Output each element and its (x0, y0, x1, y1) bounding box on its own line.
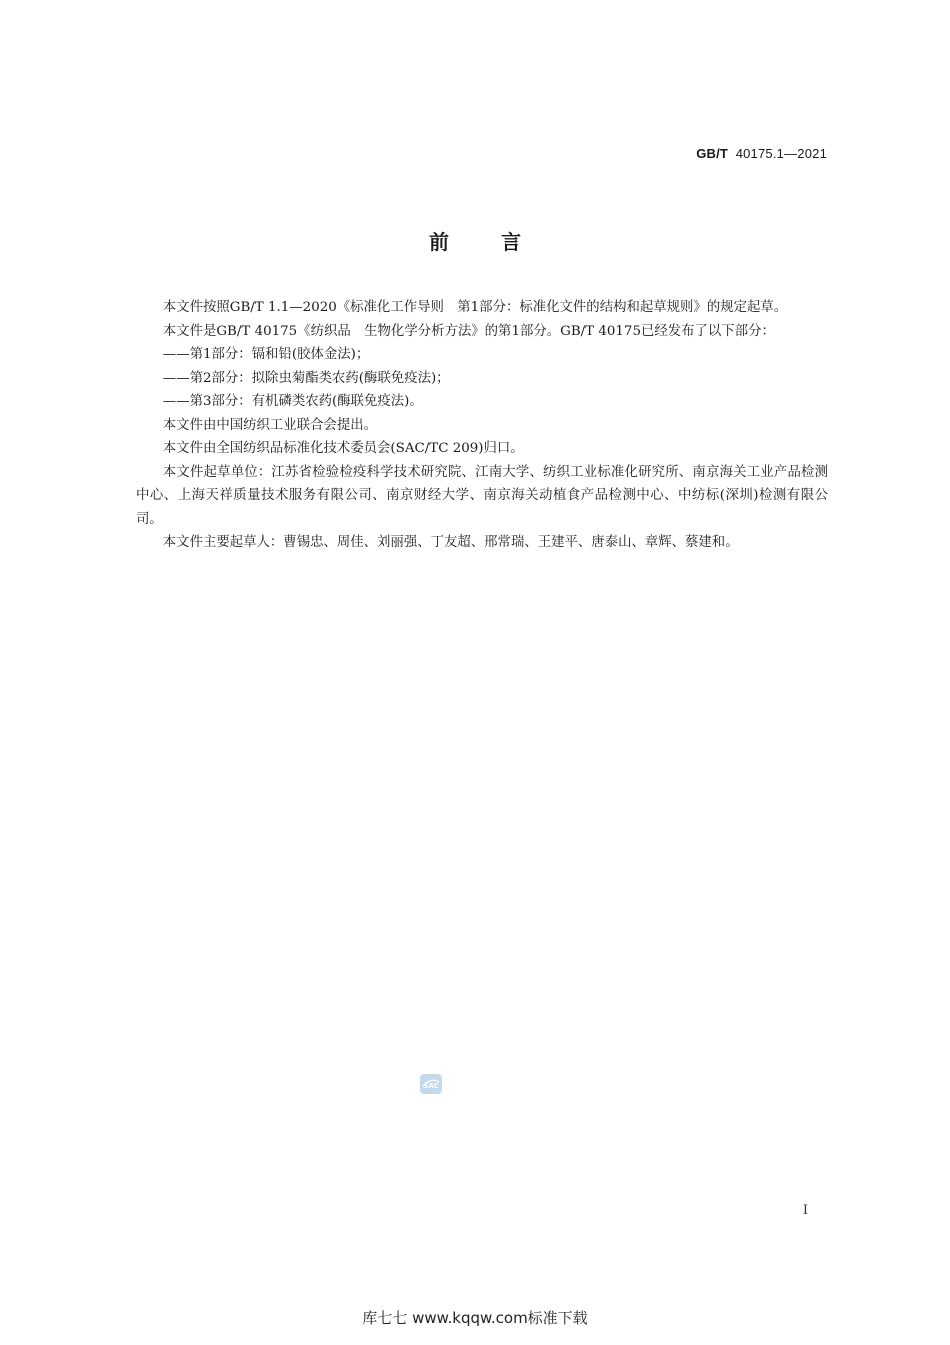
sac-watermark-logo (419, 1073, 443, 1095)
sac-logo-icon (419, 1073, 443, 1095)
paragraph-proposer: 本文件由中国纺织工业联合会提出。 (162, 417, 378, 433)
standard-prefix: GB/T (696, 146, 729, 161)
paragraph-drafting-units: 本文件起草单位：江苏省检验检疫科学技术研究院、江南大学、纺织工业标准化研究所、南京海关工业产品检测中心、上海天祥质量技术服务有限公司、南京财经大学、南京海关动植食产品检测中心、中纺标(深圳)检测有限公司。 (136, 464, 828, 527)
paragraph-drafters: 本文件主要起草人：曹锡忠、周佳、刘丽强、丁友超、邢常瑞、王建平、唐泰山、章辉、蔡建和。 (162, 535, 739, 550)
page-number: Ⅰ (802, 1203, 808, 1218)
standard-number: 40175.1—2021 (735, 146, 827, 161)
paragraph-series-intro: 本文件是GB/T 40175《纺织品 生物化学分析方法》的第1部分。GB/T 40175已经发布了以下部分： (162, 323, 775, 339)
sac-logo-text: SAC (423, 1082, 439, 1090)
foreword-body (136, 296, 828, 555)
list-item-part-3: ——第3部分：有机磷类农药(酶联免疫法)。 (162, 394, 423, 409)
paragraph-drafting-rules: 本文件按照GB/T 1.1—2020《标准化工作导则 第1部分：标准化文件的结构和起草规则》的规定起草。 (162, 300, 788, 315)
paragraph-committee: 本文件由全国纺织品标准化技术委员会(SAC/TC 209)归口。 (162, 441, 524, 456)
page-title: 前言 (429, 230, 573, 254)
footer-source: 库七七 www.kqqw.com标准下载 (362, 1309, 588, 1327)
standard-code (696, 146, 827, 161)
list-item-part-1: ——第1部分：镉和铅(胶体金法)； (162, 347, 370, 362)
list-item-part-2: ——第2部分：拟除虫菊酯类农药(酶联免疫法)； (162, 370, 450, 386)
